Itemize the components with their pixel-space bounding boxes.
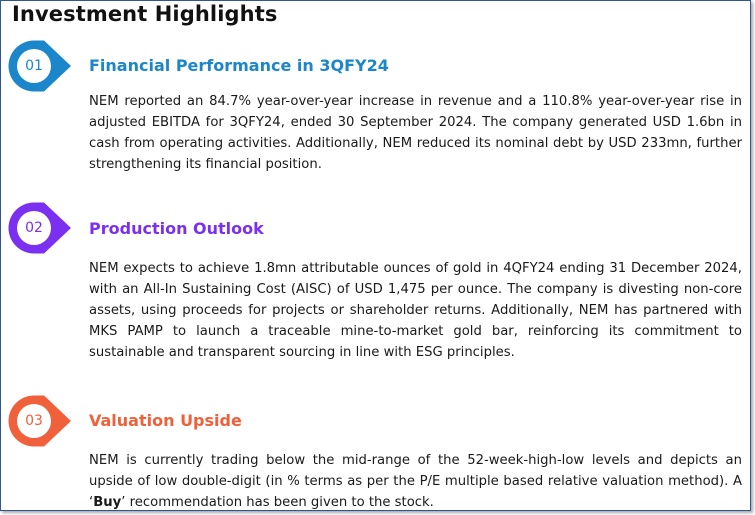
page-title: Investment Highlights	[12, 2, 278, 26]
section-body: NEM reported an 84.7% year-over-year increase in revenue and a 110.8% year-over-year rise in adjusted EBITDA for 3QFY24, ended 30 September 2024. The company generated USD 1.6bn in cash from operating activities. Additionally, NEM reduced its nominal debt by USD 233mn, further strengthening its financial position.	[89, 94, 742, 172]
section-body-text: NEM is currently trading below the mid-range of the 52-week-high-low levels and depicts an upside of low double-digit (in % terms as per the P/E multiple based relative valuation method). A ‘	[89, 453, 742, 510]
section-number: 03	[25, 413, 43, 429]
section-heading: Production Outlook	[89, 219, 264, 238]
section-heading: Financial Performance in 3QFY24	[89, 56, 389, 75]
section-heading: Valuation Upside	[89, 411, 242, 430]
section-number-badge	[8, 201, 72, 255]
section-body	[89, 450, 742, 513]
section-number-badge	[8, 39, 72, 93]
section-body-text: ’ recommendation has been given to the stock.	[121, 495, 434, 510]
section-body: NEM expects to achieve 1.8mn attributable ounces of gold in 4QFY24 ending 31 December 2024, with an All-In Sustaining Cost (AISC) of USD 1,475 per ounce. The company is divesting non-core assets, using proceeds for projects or shareholder returns. Additionally, NEM has partnered with MKS PAMP to launch a traceable mine-to-market gold bar, reinforcing its commitment to sustainable and transparent sourcing in line with ESG principles.	[89, 261, 742, 360]
section-number: 01	[25, 58, 43, 74]
buy-recommendation: Buy	[93, 495, 122, 510]
section-number: 02	[25, 220, 43, 236]
section-number-badge	[8, 394, 72, 448]
